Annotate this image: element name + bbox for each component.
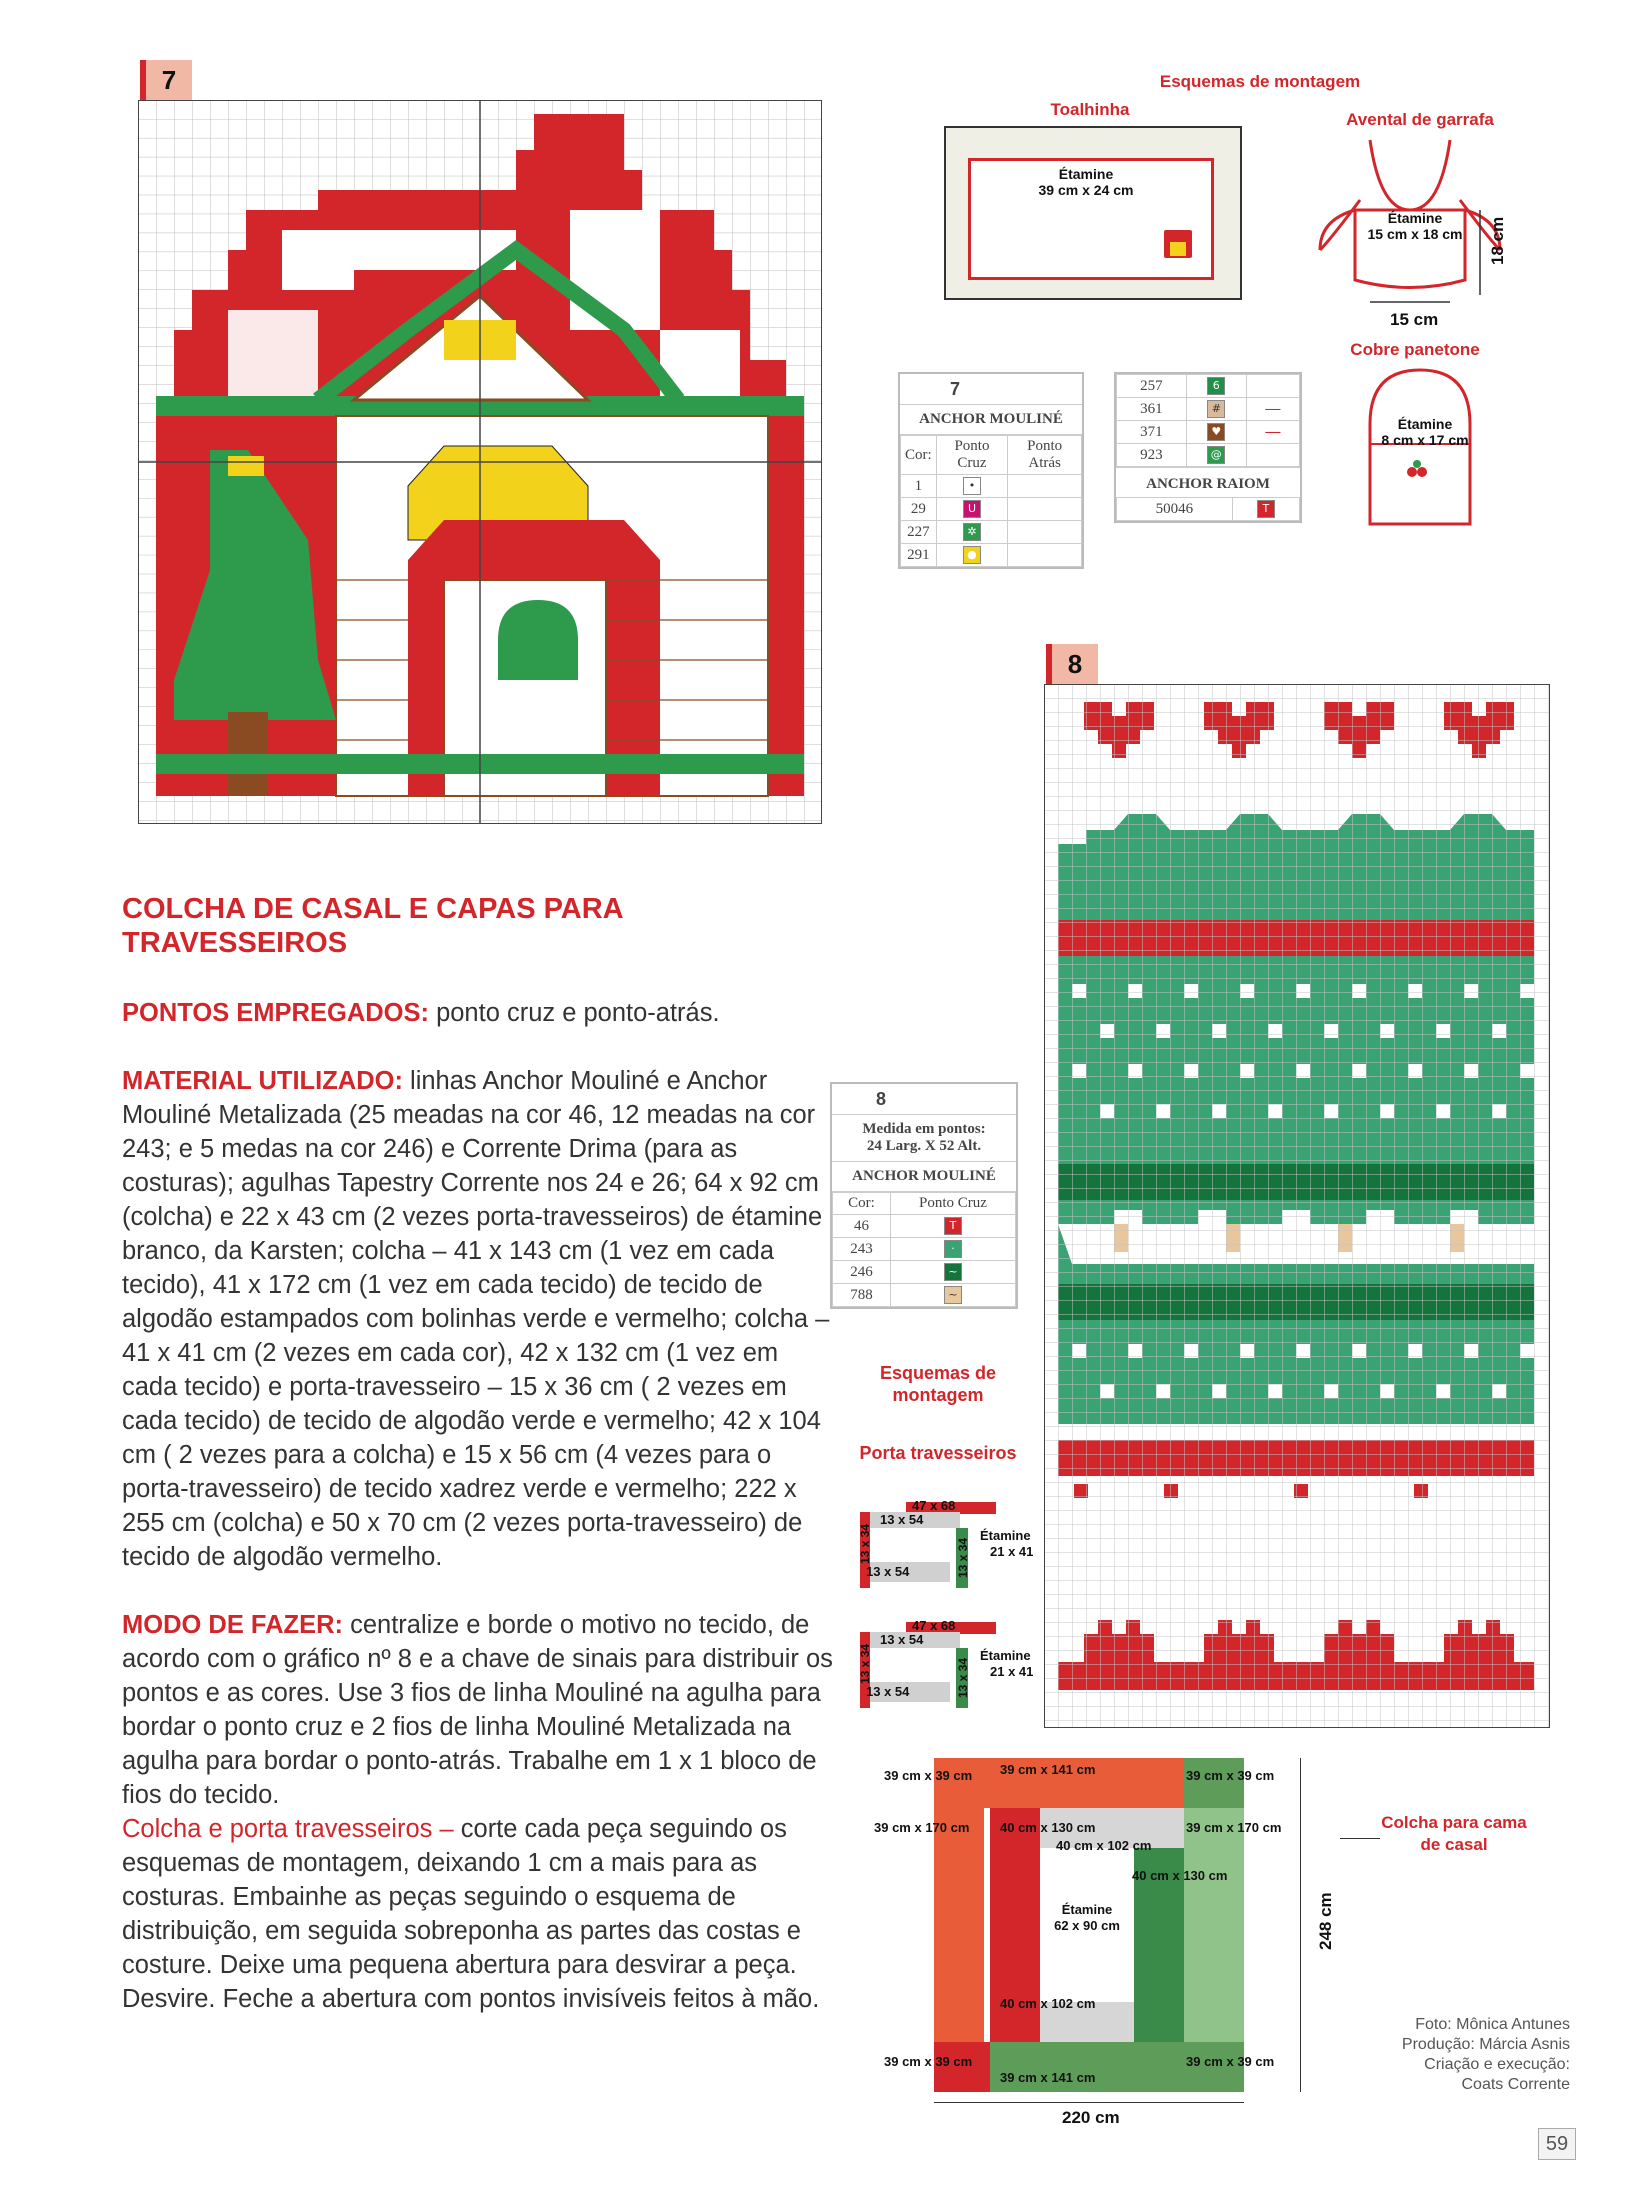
quilt-width: 220 cm <box>1062 2108 1120 2127</box>
pillow-title: Porta travesseiros <box>859 1443 1017 1463</box>
key-8-title: ANCHOR MOULINÉ <box>832 1162 1016 1192</box>
chart-8-badge: 8 <box>1046 644 1098 688</box>
credits: Foto: Mônica Antunes Produção: Márcia Asnis Criação e execução: Coats Corrente <box>1401 2016 1570 2093</box>
article-title: COLCHA DE CASAL E CAPAS PARA TRAVESSEIROS <box>122 893 624 959</box>
page-number: 59 <box>1538 2128 1576 2160</box>
key-8-table <box>830 1082 1018 1309</box>
pillow-diagram-1: 47 x 68 13 x 54 13 x 54 13 x 34 13 x 34 Étamine 21 x 41 <box>856 1502 1066 1590</box>
key-7-title: ANCHOR MOULINÉ <box>900 405 1082 435</box>
key-8-measure-value: 24 Larg. X 52 Alt. <box>832 1138 1016 1162</box>
key-7-table <box>898 372 1084 569</box>
key-row: 46 T <box>833 1215 1016 1238</box>
key-row: 50046 T <box>1117 498 1300 521</box>
house-motif-icon <box>1164 230 1192 258</box>
chart-7-grid <box>138 100 822 824</box>
key-row: 246 ~ <box>833 1261 1016 1284</box>
apron-title: Avental de garrafa <box>1346 110 1494 129</box>
key-7-table-2 <box>1114 372 1302 523</box>
key-7-number: 7 <box>900 374 1082 405</box>
key-row: 1 • <box>901 475 1082 498</box>
panettone-diagram <box>1350 364 1490 534</box>
panettone-title: Cobre panetone <box>1350 340 1480 359</box>
key-row: 371 ♥ — <box>1117 421 1300 444</box>
towel-diagram <box>944 126 1242 300</box>
towel-size: 39 cm x 24 cm <box>1038 182 1134 198</box>
raiom-rows <box>1116 497 1300 521</box>
apron-etamine: Étamine <box>1387 210 1443 226</box>
apron-size: 15 cm x 18 cm <box>1367 226 1463 242</box>
panettone-etamine: Étamine <box>1397 416 1453 432</box>
key-row: 243 · <box>833 1238 1016 1261</box>
towel-title: Toalhinha <box>1050 100 1130 119</box>
key-row: 361 # — <box>1117 398 1300 421</box>
raiom-title: ANCHOR RAIOM <box>1116 467 1300 497</box>
key-7-rows-2 <box>1116 374 1300 467</box>
key-7-rows: Cor: Ponto Cruz Ponto Atrás 1 • 29 U 227 ✲ 291 ● <box>900 435 1082 567</box>
key-row: 788 ~ <box>833 1284 1016 1307</box>
panettone-size: 8 cm x 17 cm <box>1381 432 1469 448</box>
quilt-label: Colcha para cama de casal <box>1381 1813 1527 1854</box>
key-8-measure-label: Medida em pontos: <box>862 1121 986 1137</box>
towel-etamine: Étamine <box>1058 166 1114 182</box>
key-row: 291 ● <box>901 544 1082 567</box>
key-8-rows: Cor: Ponto Cruz 46 T 243 · 246 ~ 788 ~ <box>832 1192 1016 1307</box>
quilt-height: 248 cm <box>1316 1892 1335 1950</box>
key-row: 227 ✲ <box>901 521 1082 544</box>
key-8-number: 8 <box>832 1084 1016 1115</box>
colcha-paragraph: Colcha e porta travesseiros – corte cada peça seguindo os esquemas de montagem, deixando 1 cm a mais para as costuras. Embainhe as peças seguindo o esquema de distribuição, em seguida sobreponha as partes das costas e costure. Deixe uma pequena abertura para desvirar a peça. Desvire. Feche a abertura com pontos invisíveis feitos à mão. <box>122 1815 820 2013</box>
schemes-bottom-title: Esquemas de montagem <box>879 1363 997 1405</box>
apron-width: 15 cm <box>1390 310 1439 329</box>
modo-paragraph: MODO DE FAZER: centralize e borde o motivo no tecido, de acordo com o gráfico nº 8 e a chave de sinais para distribuir os pontos e as cores. Use 3 fios de linha Mouliné na agulha para bordar o ponto cruz e 2 fios de linha Mouliné Metalizada na agulha para bordar o ponto-atrás. Trabalhe em 1 x 1 bloco de fios do tecido. <box>122 1611 833 1809</box>
material-paragraph: MATERIAL UTILIZADO: linhas Anchor Mouliné e Anchor Mouliné Metalizada (25 meadas na cor 46, 12 meadas na cor 243; e 5 medas na cor 246) e Corrente Drima (para as costuras); agulhas Tapestry Corrente nos 24 e 26; 64 x 92 cm (colcha) e 22 x 43 cm (2 vezes porta-travesseiros) de étamine branco, da Karsten; colcha – 41 x 143 cm (1 vez em cada tecido), 41 x 172 cm (1 vez em cada tecido) de tecido de algodão estampados com bolinhas verde e vermelho; colcha – 41 x 41 cm (2 vezes em cada cor), 42 x 132 cm (1 vez em cada tecido) e porta-travesseiro – 15 x 36 cm ( 2 vezes em cada tecido) de tecido de algodão verde e vermelho; 42 x 104 cm ( 2 vezes para a colcha) e 15 x 56 cm (4 vezes para o porta-travesseiro) de tecido xadrez verde e vermelho; 222 x 255 cm (colcha) e 50 x 70 cm (2 vezes porta-travesseiro) de tecido de algodão vermelho. <box>122 1067 830 1571</box>
apron-height: 18 cm <box>1488 216 1507 265</box>
pillow-diagram-2: 47 x 68 13 x 54 13 x 54 13 x 34 13 x 34 Étamine 21 x 41 <box>856 1622 1066 1710</box>
chart-7-badge: 7 <box>140 60 192 104</box>
key-row: 29 U <box>901 498 1082 521</box>
chart-8-grid <box>1044 684 1550 1728</box>
article-body <box>122 996 838 2016</box>
schemes-top-title: Esquemas de montagem <box>1159 72 1361 91</box>
pontos-paragraph: PONTOS EMPREGADOS: ponto cruz e ponto-atrás. <box>122 999 720 1027</box>
key-row: 923 @ <box>1117 444 1300 467</box>
key-row: 257 6 <box>1117 375 1300 398</box>
